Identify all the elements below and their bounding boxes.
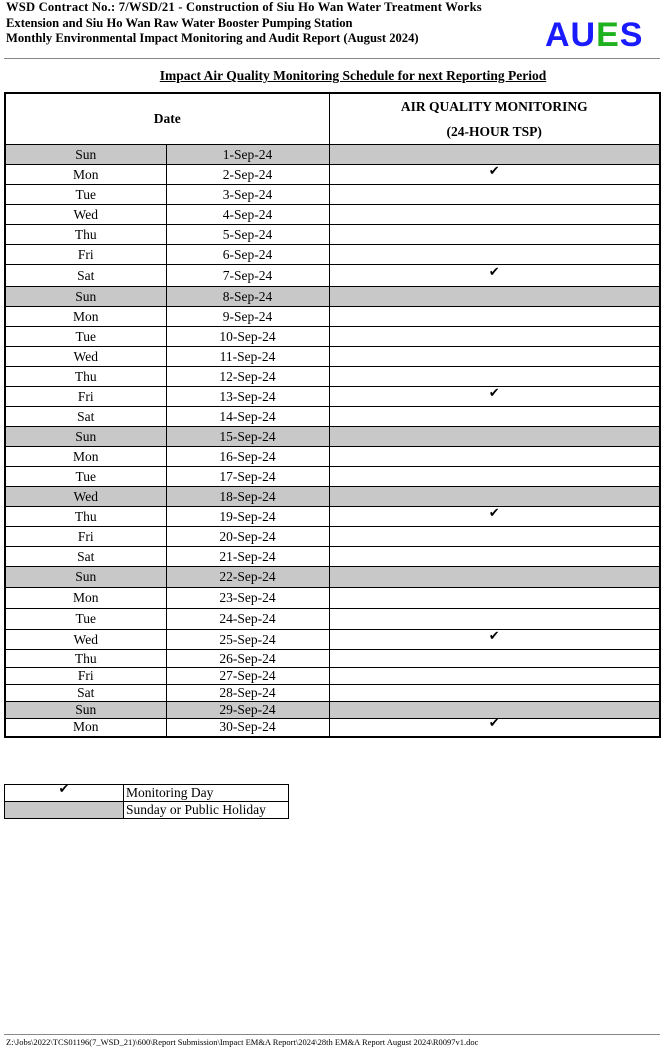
checkmark-icon: ✔ <box>488 505 500 521</box>
monitoring-cell <box>329 487 660 507</box>
monitoring-cell <box>329 547 660 567</box>
day-cell: Sat <box>5 685 166 702</box>
table-row <box>5 447 660 467</box>
date-cell: 10-Sep-24 <box>166 327 329 347</box>
header-divider <box>4 58 660 59</box>
day-cell: Tue <box>5 609 166 630</box>
day-cell: Fri <box>5 668 166 685</box>
legend-row-holiday <box>5 802 289 819</box>
date-cell: 2-Sep-24 <box>166 165 329 185</box>
legend-shade-swatch <box>5 802 124 819</box>
date-cell: 27-Sep-24 <box>166 668 329 685</box>
monitoring-cell <box>329 347 660 367</box>
date-cell: 16-Sep-24 <box>166 447 329 467</box>
legend-table <box>4 784 289 819</box>
day-cell: Mon <box>5 447 166 467</box>
date-cell: 19-Sep-24 <box>166 507 329 527</box>
day-cell: Wed <box>5 630 166 650</box>
day-cell: Mon <box>5 588 166 609</box>
monitoring-cell <box>329 527 660 547</box>
aq-header-line1: AIR QUALITY MONITORING <box>400 99 588 114</box>
monitoring-cell <box>329 327 660 347</box>
day-cell: Sun <box>5 567 166 588</box>
date-cell: 3-Sep-24 <box>166 185 329 205</box>
table-row <box>5 287 660 307</box>
date-cell: 6-Sep-24 <box>166 245 329 265</box>
monitoring-cell <box>329 185 660 205</box>
monitoring-cell <box>329 567 660 588</box>
date-cell: 13-Sep-24 <box>166 387 329 407</box>
date-cell: 26-Sep-24 <box>166 650 329 668</box>
day-cell: Sun <box>5 702 166 719</box>
logo-accent-text: E <box>596 16 620 54</box>
date-cell: 18-Sep-24 <box>166 487 329 507</box>
date-cell: 9-Sep-24 <box>166 307 329 327</box>
date-cell: 1-Sep-24 <box>166 145 329 165</box>
report-header <box>6 0 551 47</box>
table-row <box>5 245 660 265</box>
monitoring-cell <box>329 145 660 165</box>
table-row <box>5 265 660 287</box>
monitoring-cell <box>329 265 660 287</box>
day-cell: Tue <box>5 327 166 347</box>
monitoring-cell <box>329 307 660 327</box>
day-cell: Sat <box>5 407 166 427</box>
monitoring-cell <box>329 387 660 407</box>
date-cell: 15-Sep-24 <box>166 427 329 447</box>
table-row <box>5 347 660 367</box>
date-cell: 5-Sep-24 <box>166 225 329 245</box>
monitoring-cell <box>329 165 660 185</box>
monitoring-cell <box>329 467 660 487</box>
checkmark-icon: ✔ <box>488 163 500 179</box>
monitoring-cell <box>329 245 660 265</box>
date-cell: 28-Sep-24 <box>166 685 329 702</box>
table-row <box>5 567 660 588</box>
table-row <box>5 145 660 165</box>
date-cell: 21-Sep-24 <box>166 547 329 567</box>
date-column-header: Date <box>5 93 329 145</box>
table-row <box>5 507 660 527</box>
monitoring-cell <box>329 447 660 467</box>
checkmark-icon: ✔ <box>488 628 500 644</box>
table-row <box>5 609 660 630</box>
day-cell: Sat <box>5 265 166 287</box>
table-row <box>5 427 660 447</box>
table-row <box>5 547 660 567</box>
monitoring-cell <box>329 507 660 527</box>
monitoring-cell <box>329 407 660 427</box>
day-cell: Sun <box>5 287 166 307</box>
monitoring-cell <box>329 609 660 630</box>
legend-tick-cell <box>5 782 124 802</box>
date-cell: 30-Sep-24 <box>166 719 329 737</box>
aq-monitoring-column-header <box>329 93 660 145</box>
legend-row-monitoring <box>5 785 289 802</box>
monitoring-cell <box>329 650 660 668</box>
monitoring-cell <box>329 205 660 225</box>
date-cell: 11-Sep-24 <box>166 347 329 367</box>
day-cell: Fri <box>5 387 166 407</box>
logo-tail-text: S <box>619 16 644 54</box>
date-cell: 4-Sep-24 <box>166 205 329 225</box>
day-cell: Tue <box>5 185 166 205</box>
day-cell: Thu <box>5 225 166 245</box>
date-cell: 20-Sep-24 <box>166 527 329 547</box>
table-row <box>5 588 660 609</box>
table-row <box>5 327 660 347</box>
day-cell: Fri <box>5 245 166 265</box>
day-cell: Wed <box>5 347 166 367</box>
footer-file-path: Z:\Jobs\2022\TCS01196(7_WSD_21)\600\Report Submission\Impact EM&A Report\2024\28th EM&A Report August 2024\R0097v1.doc <box>6 1037 479 1047</box>
table-row <box>5 205 660 225</box>
schedule-body <box>5 145 660 737</box>
monitoring-cell <box>329 668 660 685</box>
monitoring-cell <box>329 367 660 387</box>
date-cell: 7-Sep-24 <box>166 265 329 287</box>
page-title: Impact Air Quality Monitoring Schedule for next Reporting Period <box>159 68 547 83</box>
day-cell: Mon <box>5 165 166 185</box>
table-row <box>5 685 660 702</box>
monitoring-cell <box>329 716 660 737</box>
legend-monitoring-label: Monitoring Day <box>124 785 289 802</box>
day-cell: Mon <box>5 719 166 737</box>
table-row <box>5 467 660 487</box>
day-cell: Tue <box>5 467 166 487</box>
date-cell: 29-Sep-24 <box>166 702 329 719</box>
monitoring-cell <box>329 588 660 609</box>
monitoring-cell <box>329 630 660 650</box>
day-cell: Sun <box>5 145 166 165</box>
table-row <box>5 630 660 650</box>
header-contract-line: WSD Contract No.: 7/WSD/21 - Construction of Siu Ho Wan Water Treatment Works <box>6 0 482 14</box>
table-row <box>5 367 660 387</box>
legend-holiday-label: Sunday or Public Holiday <box>124 802 289 819</box>
table-row <box>5 668 660 685</box>
header-project-line: Extension and Siu Ho Wan Raw Water Booster Pumping Station <box>6 15 353 30</box>
date-cell: 14-Sep-24 <box>166 407 329 427</box>
monitoring-cell <box>329 427 660 447</box>
footer-divider <box>4 1034 660 1035</box>
day-cell: Thu <box>5 367 166 387</box>
table-row <box>5 387 660 407</box>
table-row <box>5 702 660 719</box>
day-cell: Fri <box>5 527 166 547</box>
date-cell: 24-Sep-24 <box>166 609 329 630</box>
date-cell: 12-Sep-24 <box>166 367 329 387</box>
table-row <box>5 225 660 245</box>
date-cell: 23-Sep-24 <box>166 588 329 609</box>
day-cell: Sat <box>5 547 166 567</box>
table-row <box>5 650 660 668</box>
table-row <box>5 165 660 185</box>
monitoring-schedule-table <box>4 92 661 738</box>
aq-header-line2: (24-HOUR TSP) <box>446 124 542 139</box>
table-row <box>5 719 660 737</box>
monitoring-cell <box>329 685 660 702</box>
table-row <box>5 407 660 427</box>
day-cell: Wed <box>5 487 166 507</box>
aues-logo <box>545 15 643 55</box>
table-row <box>5 185 660 205</box>
logo-main-text: AU <box>545 16 597 54</box>
table-row <box>5 487 660 507</box>
day-cell: Mon <box>5 307 166 327</box>
checkmark-icon: ✔ <box>488 716 500 732</box>
checkmark-icon: ✔ <box>488 385 500 401</box>
day-cell: Sun <box>5 427 166 447</box>
date-cell: 8-Sep-24 <box>166 287 329 307</box>
day-cell: Wed <box>5 205 166 225</box>
day-cell: Thu <box>5 650 166 668</box>
table-row <box>5 307 660 327</box>
table-row <box>5 527 660 547</box>
monitoring-cell <box>329 287 660 307</box>
date-cell: 22-Sep-24 <box>166 567 329 588</box>
checkmark-icon: ✔ <box>58 782 70 797</box>
header-report-line: Monthly Environmental Impact Monitoring and Audit Report (August 2024) <box>6 31 419 45</box>
date-cell: 25-Sep-24 <box>166 630 329 650</box>
day-cell: Thu <box>5 507 166 527</box>
date-cell: 17-Sep-24 <box>166 467 329 487</box>
monitoring-cell <box>329 225 660 245</box>
checkmark-icon: ✔ <box>488 264 500 280</box>
table-header-row <box>5 93 660 145</box>
